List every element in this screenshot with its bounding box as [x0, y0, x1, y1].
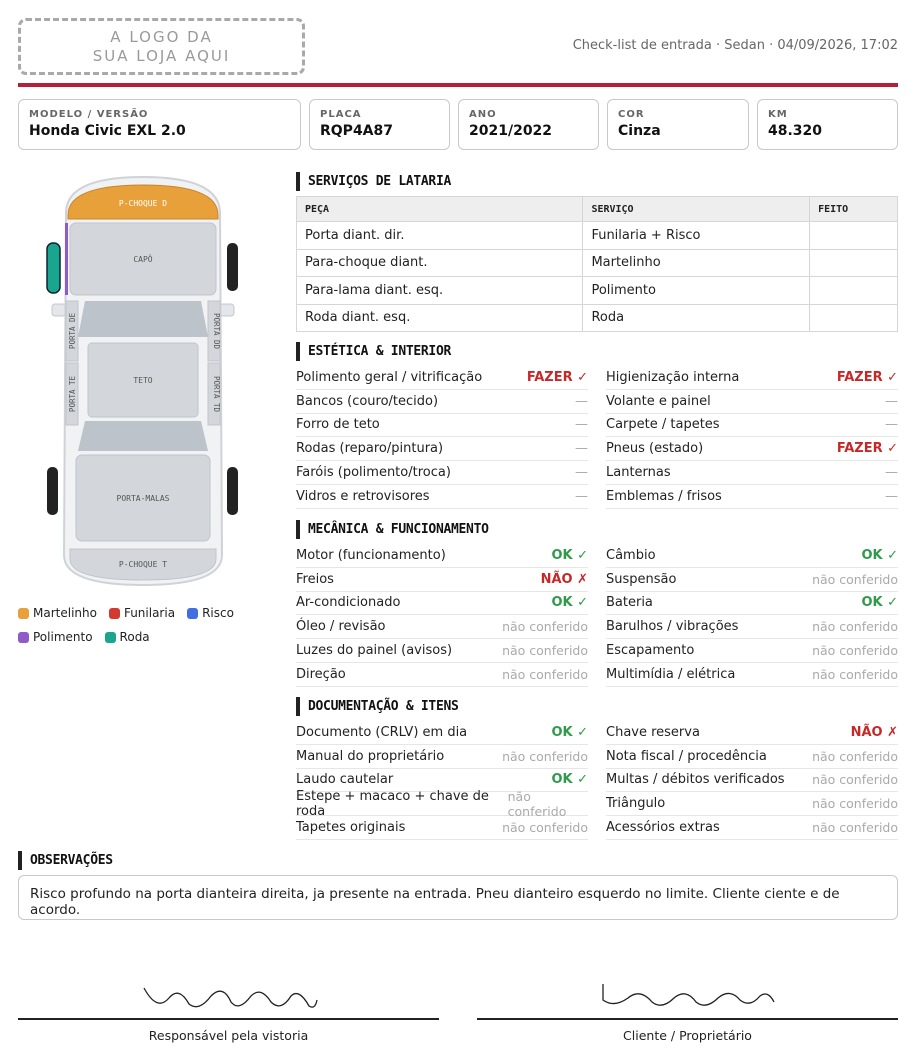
label-front-door-left: PORTA DE — [68, 312, 77, 350]
checklist-item-status[interactable]: — — [885, 465, 898, 481]
vehicle-info-row — [18, 99, 898, 150]
checklist-row[interactable] — [606, 745, 898, 769]
checklist-item-label: Luzes do painel (avisos) — [296, 643, 453, 659]
checklist-row[interactable] — [296, 745, 588, 769]
checklist-row[interactable] — [296, 485, 588, 509]
field-ano-label: ANO — [469, 109, 497, 120]
legend-risco-label: Risco — [202, 606, 234, 620]
field-km-label: KM — [768, 109, 788, 120]
checklist-row[interactable] — [296, 615, 588, 639]
checklist-item-label: Vidros e retrovisores — [296, 488, 430, 504]
martelinho-swatch — [18, 608, 29, 619]
header-divider — [18, 83, 898, 87]
store-logo-placeholder — [18, 18, 305, 75]
checklist-row[interactable] — [606, 769, 898, 793]
checklist-row[interactable] — [606, 437, 898, 461]
checklist-row[interactable] — [296, 414, 588, 438]
checklist-row[interactable] — [296, 721, 588, 745]
polimento-swatch — [18, 632, 29, 643]
funilaria-swatch — [109, 608, 120, 619]
rear-window — [78, 421, 208, 451]
checklist-item-label: Motor (funcionamento) — [296, 547, 446, 563]
lataria-services-table — [296, 196, 898, 332]
mirror-left — [52, 304, 66, 316]
checklist-item-label: Laudo cautelar — [296, 772, 394, 788]
checklist-item-label: Lanternas — [606, 465, 671, 481]
checklist-item-status[interactable]: FAZER ✓ — [836, 369, 898, 385]
checklist-row[interactable] — [296, 788, 588, 819]
cell-servico: Polimento — [583, 277, 810, 305]
checklist-item-label: Triângulo — [606, 796, 666, 812]
checklist-item-status[interactable]: OK ✓ — [551, 772, 588, 788]
checklist-item-status[interactable]: OK ✓ — [551, 595, 588, 611]
checklist-row[interactable] — [606, 366, 898, 390]
checklist-row[interactable] — [606, 485, 898, 509]
checklist-row[interactable] — [606, 592, 898, 616]
checklist-row[interactable] — [296, 366, 588, 390]
checklist-item-label: Volante e painel — [606, 393, 711, 409]
checklist-item-label: Documento (CRLV) em dia — [296, 724, 468, 740]
label-front-door-right: PORTA DD — [212, 312, 221, 350]
checklist-item-label: Multimídia / elétrica — [606, 666, 736, 682]
checklist-item-status[interactable]: — — [885, 393, 898, 409]
documentacao-left-list — [296, 721, 588, 840]
mecanica-right-list — [606, 544, 898, 687]
checklist-row[interactable] — [296, 461, 588, 485]
cell-feito[interactable] — [810, 304, 898, 332]
field-cor — [607, 99, 749, 150]
checklist-item-status[interactable]: não conferido — [812, 796, 898, 812]
legend-polimento — [18, 630, 93, 644]
checklist-item-label: Multas / débitos verificados — [606, 772, 785, 788]
checklist-item-status[interactable]: não conferido — [812, 820, 898, 836]
signature-inspector-label: Responsável pela vistoria — [148, 1028, 309, 1043]
legend-funilaria-label: Funilaria — [123, 606, 176, 620]
cell-servico: Funilaria + Risco — [583, 222, 810, 250]
risco-swatch — [187, 608, 198, 619]
checklist-item-status[interactable]: não conferido — [502, 748, 588, 764]
checklist-item-status[interactable]: NÃO ✗ — [540, 571, 588, 587]
section-title-lataria: SERVIÇOS DE LATARIA — [296, 172, 451, 191]
checklist-item-status[interactable]: — — [575, 465, 588, 481]
checklist-item-status[interactable]: não conferido — [812, 619, 898, 635]
checklist-item-label: Bancos (couro/tecido) — [296, 393, 439, 409]
checklist-item-label: Acessórios extras — [606, 820, 720, 836]
checklist-item-status[interactable]: não conferido — [812, 772, 898, 788]
checklist-item-label: Higienização interna — [606, 369, 740, 385]
checklist-item-status[interactable]: — — [575, 417, 588, 433]
estetica-right-list — [606, 366, 898, 509]
label-rear-door-left: PORTA TE — [68, 375, 77, 413]
label-rear-bumper: P-CHOQUE T — [118, 560, 168, 569]
checklist-item-label: Manual do proprietário — [296, 748, 445, 764]
logo-line-2: SUA LOJA AQUI — [92, 46, 231, 65]
checklist-row[interactable] — [606, 639, 898, 663]
checklist-item-status[interactable]: não conferido — [812, 643, 898, 659]
checklist-item-status[interactable]: FAZER ✓ — [526, 369, 588, 385]
field-cor-value: Cinza — [618, 123, 661, 139]
checklist-item-status[interactable]: não conferido — [502, 619, 588, 635]
checklist-item-label: Chave reserva — [606, 724, 700, 740]
checklist-item-status[interactable]: OK ✓ — [861, 547, 898, 563]
damage-legend — [18, 606, 234, 654]
checklist-row[interactable] — [606, 568, 898, 592]
col-peca: PEÇA — [297, 197, 583, 222]
cell-peca: Para-choque diant. — [297, 249, 583, 277]
legend-martelinho — [18, 606, 97, 620]
logo-line-1: A LOGO DA — [110, 27, 213, 46]
checklist-item-status[interactable]: — — [885, 488, 898, 504]
checklist-item-label: Forro de teto — [296, 417, 380, 433]
checklist-item-label: Nota fiscal / procedência — [606, 748, 767, 764]
estetica-left-list — [296, 366, 588, 509]
checklist-item-label: Suspensão — [606, 571, 677, 587]
checklist-row[interactable] — [296, 816, 588, 840]
checklist-item-label: Polimento geral / vitrificação — [296, 369, 483, 385]
checklist-row[interactable] — [606, 390, 898, 414]
checklist-row[interactable] — [606, 792, 898, 816]
field-ano-value: 2021/2022 — [469, 123, 553, 139]
checklist-item-status[interactable]: NÃO ✗ — [850, 724, 898, 740]
field-placa-label: PLACA — [320, 109, 362, 120]
checklist-item-label: Ar-condicionado — [296, 595, 401, 611]
wheel-rear-left[interactable] — [47, 467, 58, 515]
cell-feito[interactable] — [810, 277, 898, 305]
part-front-fender-left[interactable] — [65, 223, 68, 295]
signature-client — [477, 980, 898, 1043]
cell-servico: Roda — [583, 304, 810, 332]
checklist-row[interactable] — [606, 461, 898, 485]
field-km-value: 48.320 — [768, 123, 823, 139]
table-row — [297, 304, 898, 332]
checklist-item-status[interactable]: não conferido — [812, 571, 898, 587]
roda-swatch — [105, 632, 116, 643]
mecanica-left-list — [296, 544, 588, 687]
checklist-item-status[interactable]: — — [575, 441, 588, 457]
label-front-bumper: P-CHOQUE D — [118, 199, 168, 208]
field-modelo-value: Honda Civic EXL 2.0 — [29, 123, 186, 139]
documentacao-right-list — [606, 721, 898, 840]
checklist-item-label: Emblemas / frisos — [606, 488, 722, 504]
field-cor-label: COR — [618, 109, 645, 120]
checklist-item-label: Óleo / revisão — [296, 619, 386, 635]
wheel-front-left[interactable] — [47, 243, 60, 293]
checklist-item-label: Carpete / tapetes — [606, 417, 720, 433]
wheel-front-right[interactable] — [227, 243, 238, 291]
checklist-row[interactable] — [606, 721, 898, 745]
checklist-item-status[interactable]: OK ✓ — [551, 724, 588, 740]
checklist-item-status[interactable]: OK ✓ — [551, 547, 588, 563]
mirror-right — [220, 304, 234, 316]
checklist-item-label: Faróis (polimento/troca) — [296, 465, 451, 481]
checklist-item-label: Rodas (reparo/pintura) — [296, 441, 444, 457]
checklist-item-status[interactable]: não conferido — [812, 666, 898, 682]
field-modelo — [18, 99, 301, 150]
checklist-item-label: Bateria — [606, 595, 653, 611]
legend-roda — [105, 630, 150, 644]
checklist-item-label: Freios — [296, 571, 334, 587]
cell-feito[interactable] — [810, 222, 898, 250]
section-title-observacoes: OBSERVAÇÕES — [18, 851, 113, 870]
checklist-row[interactable] — [296, 544, 588, 568]
checklist-item-status[interactable]: — — [575, 488, 588, 504]
checklist-row[interactable] — [606, 414, 898, 438]
table-row — [297, 249, 898, 277]
checklist-item-label: Pneus (estado) — [606, 441, 704, 457]
legend-martelinho-label: Martelinho — [33, 606, 97, 620]
section-title-estetica: ESTÉTICA & INTERIOR — [296, 342, 451, 361]
checklist-item-status[interactable]: não conferido — [502, 643, 588, 659]
checklist-item-label: Escapamento — [606, 643, 695, 659]
section-title-documentacao: DOCUMENTAÇÃO & ITENS — [296, 697, 459, 716]
legend-funilaria — [109, 606, 175, 620]
cell-peca: Para-lama diant. esq. — [297, 277, 583, 305]
checklist-item-status[interactable]: não conferido — [812, 748, 898, 764]
checklist-item-status[interactable]: — — [575, 393, 588, 409]
car-damage-diagram — [40, 175, 250, 590]
checklist-row[interactable] — [296, 592, 588, 616]
observations-text[interactable]: Risco profundo na porta dianteira direita, ja presente na entrada. Pneu dianteiro esquerdo no limite. Cliente ciente e de acordo. — [18, 875, 898, 920]
signature-scribble — [139, 980, 319, 1014]
signature-inspector — [18, 980, 439, 1043]
checklist-item-label: Tapetes originais — [296, 820, 406, 836]
checklist-row[interactable] — [606, 615, 898, 639]
checklist-row[interactable] — [606, 544, 898, 568]
col-feito: FEITO — [810, 197, 898, 222]
label-hood: CAPÔ — [133, 255, 153, 264]
checklist-item-status[interactable]: — — [885, 417, 898, 433]
field-modelo-label: MODELO / VERSÃO — [29, 109, 149, 120]
cell-servico: Martelinho — [583, 249, 810, 277]
field-placa — [309, 99, 450, 150]
checklist-row[interactable] — [296, 639, 588, 663]
cell-peca: Porta diant. dir. — [297, 222, 583, 250]
checklist-row[interactable] — [296, 437, 588, 461]
col-servico: SERVIÇO — [583, 197, 810, 222]
checklist-row[interactable] — [606, 816, 898, 840]
checklist-item-status[interactable]: não conferido — [502, 666, 588, 682]
checklist-row[interactable] — [296, 390, 588, 414]
section-title-mecanica: MECÂNICA & FUNCIONAMENTO — [296, 520, 489, 539]
checklist-row[interactable] — [296, 663, 588, 687]
checklist-meta: Check-list de entrada · Sedan · 04/09/2026, 17:02 — [572, 38, 898, 53]
cell-peca: Roda diant. esq. — [297, 304, 583, 332]
field-km — [757, 99, 898, 150]
checklist-item-label: Câmbio — [606, 547, 656, 563]
signature-line — [477, 1018, 898, 1020]
legend-polimento-label: Polimento — [33, 630, 93, 644]
checklist-row[interactable] — [606, 663, 898, 687]
wheel-rear-right[interactable] — [227, 467, 238, 515]
checklist-item-label: Barulhos / vibrações — [606, 619, 739, 635]
table-header-row — [297, 197, 898, 222]
field-placa-value: RQP4A87 — [320, 123, 394, 139]
checklist-item-status[interactable]: OK ✓ — [861, 595, 898, 611]
label-trunk: PORTA-MALAS — [116, 494, 170, 503]
signature-line — [18, 1018, 439, 1020]
field-ano — [458, 99, 599, 150]
signature-client-label: Cliente / Proprietário — [623, 1028, 752, 1043]
table-row — [297, 277, 898, 305]
label-rear-door-right: PORTA TD — [212, 375, 221, 413]
signature-scribble — [598, 980, 778, 1014]
checklist-row[interactable] — [296, 568, 588, 592]
legend-risco — [187, 606, 234, 620]
checklist-item-label: Direção — [296, 666, 346, 682]
windshield — [78, 301, 208, 337]
checklist-item-label: Estepe + macaco + chave de roda — [296, 788, 489, 819]
checklist-item-status[interactable]: não conferido — [507, 788, 567, 819]
table-row — [297, 222, 898, 250]
checklist-item-status[interactable]: FAZER ✓ — [836, 441, 898, 457]
checklist-item-status[interactable]: não conferido — [502, 820, 588, 836]
cell-feito[interactable] — [810, 249, 898, 277]
legend-roda-label: Roda — [119, 630, 150, 644]
label-roof: TETO — [133, 376, 153, 385]
